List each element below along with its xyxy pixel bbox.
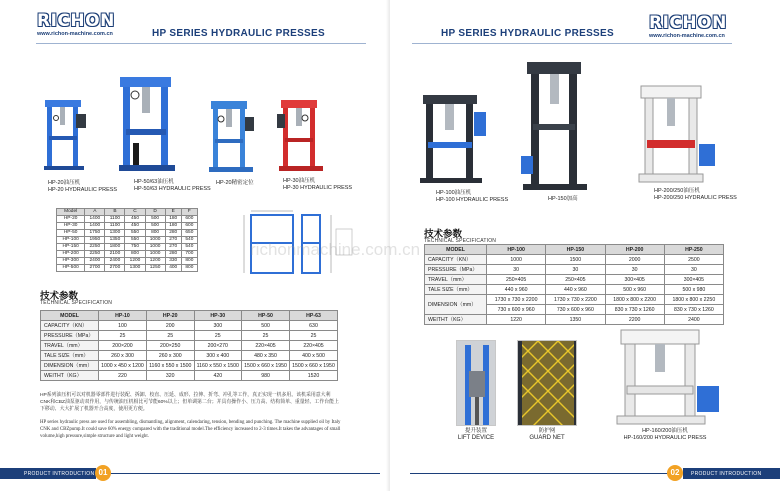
table-header: HP-20 bbox=[146, 311, 194, 321]
description-cn: HP系列油压机可以对机器零部件进行装配、拆卸、校直、压延、成形、拉伸、折弯、冲孔等工作，真正实现一机多用。该机采用意大利CNK和CBZ油泵驱动双作用，与传统油压机相比可节能60%以上；但单调第二台；并具有操作小、压力高、结构简单、重量轻、工作台能上下移动、大大扩展了机器开合高度，使用更方便。 bbox=[40, 393, 339, 412]
table-header: HP-200 bbox=[605, 245, 664, 255]
table-row: CAPACITY（KN） 1000 1500 2000 2500 bbox=[425, 255, 724, 265]
table-header: HP-10 bbox=[99, 311, 147, 321]
table-row: HP-200 2250 2100 800 1000 280 700 bbox=[57, 251, 198, 258]
table-row: WEITHT（KG） 220 320 420 980 1520 bbox=[41, 371, 338, 381]
footer-bar bbox=[683, 468, 780, 479]
machine-image bbox=[418, 92, 488, 184]
table-row: PRESSURE（MPa） 30 30 30 30 bbox=[425, 265, 724, 275]
page-number: 02 bbox=[667, 465, 683, 481]
table-header: MODEL bbox=[425, 245, 487, 255]
table-header: HP-30 bbox=[194, 311, 242, 321]
page-title: HP SERIES HYDRAULIC PRESSES bbox=[152, 28, 325, 39]
table-header-row bbox=[41, 311, 338, 321]
header-divider bbox=[36, 43, 366, 44]
header-divider bbox=[412, 43, 732, 44]
page-title: HP SERIES HYDRAULIC PRESSES bbox=[441, 28, 614, 39]
table-row: PRESSURE（MPa） 25 25 25 25 25 bbox=[41, 331, 338, 341]
page-number: 01 bbox=[95, 465, 111, 481]
machine-image bbox=[117, 73, 177, 173]
footer-label: PRODUCT INTRODUCTION bbox=[24, 471, 95, 477]
table-header-row bbox=[57, 209, 198, 216]
table-header: E bbox=[165, 209, 181, 216]
accessory-caption: 防护网 GUARD NET bbox=[529, 428, 565, 441]
product-caption: HP-30油压机 HP-30 HYDRAULIC PRESS bbox=[283, 178, 353, 191]
machine-image bbox=[277, 96, 325, 172]
table-row: HP-20 1400 1100 450 500 180 600 bbox=[57, 216, 198, 223]
machine-image bbox=[613, 328, 723, 426]
accessory-photo bbox=[517, 340, 577, 426]
section-subtitle: TECHNICAL SPECIFICATION bbox=[40, 300, 113, 306]
machine-image bbox=[637, 84, 717, 184]
table-header: HP-50 bbox=[242, 311, 290, 321]
table-row: TALE SIZE（mm） 260 x 300 260 x 300 300 x 400 480 x 350 400 x 500 bbox=[41, 351, 338, 361]
table-row: WEITHT（KG） 1220 1350 2200 2400 bbox=[425, 315, 724, 325]
table-row: TRAVEL（mm） 250×405 250×405 300×405 300×405 bbox=[425, 275, 724, 285]
product-caption: HP-20油压机 HP-20 HYDRAULIC PRESS bbox=[48, 180, 118, 193]
product-caption: HP-20精密定位 bbox=[216, 180, 254, 186]
product-caption: HP-160/200油压机 HP-160/200 HYDRAULIC PRESS bbox=[623, 428, 707, 441]
table-row: CAPACITY（KN） 100 200 300 500 630 bbox=[41, 321, 338, 331]
table-header: Model bbox=[57, 209, 85, 216]
brand-name: RICHON bbox=[37, 12, 125, 30]
table-row: HP-100 1950 1350 550 1000 270 540 bbox=[57, 237, 198, 244]
accessory-photo bbox=[456, 340, 496, 426]
table-header: F bbox=[181, 209, 197, 216]
footer-divider bbox=[410, 473, 668, 474]
section-title: 技术参数 bbox=[40, 291, 79, 302]
table-row: TALE SIZE（mm） 440 x 960 440 x 960 500 x 960 500 x 980 bbox=[425, 285, 724, 295]
spec-table bbox=[40, 310, 338, 381]
product-caption: HP-200/250油压机 HP-200/250 HYDRAULIC PRESS bbox=[654, 188, 737, 201]
table-header: MODEL bbox=[41, 311, 99, 321]
table-row: HP-150 2250 1800 750 1000 270 540 bbox=[57, 244, 198, 251]
table-header: HP-100 bbox=[487, 245, 546, 255]
machine-image bbox=[207, 97, 255, 173]
table-header: HP-150 bbox=[546, 245, 605, 255]
dimension-table bbox=[56, 208, 198, 272]
table-header: D bbox=[145, 209, 165, 216]
table-row: DIMENSION（mm） 1000 x 450 x 1200 1160 x 550 x 1500 1160 x 550 x 1500 1500 x 660 x 1950 1500 x 660 x 1950 bbox=[41, 361, 338, 371]
table-row: 730 x 600 x 960 730 x 600 x 960 830 x 730 x 1260 830 x 730 x 1260 bbox=[425, 305, 724, 315]
product-caption: HP-150加高 bbox=[548, 196, 578, 202]
table-row: DIMENSION（mm） 1730 x 730 x 2200 1730 x 730 x 2200 1800 x 800 x 2200 1800 x 800 x 2250 bbox=[425, 295, 724, 305]
table-row: HP-500 2700 2700 1300 1250 400 800 bbox=[57, 265, 198, 272]
table-row: HP-30 1400 1100 450 500 180 600 bbox=[57, 223, 198, 230]
watermark: richonmachine.com.cn bbox=[250, 240, 421, 259]
table-header: HP-63 bbox=[290, 311, 338, 321]
section-subtitle: TECHNICAL SPECIFICATION bbox=[424, 238, 497, 244]
footer-bar bbox=[0, 468, 96, 479]
table-row: TRAVEL（mm） 200×200 200×250 200×270 220×405 220×405 bbox=[41, 341, 338, 351]
table-row: HP-50 1750 1300 550 800 280 650 bbox=[57, 230, 198, 237]
table-row: HP-300 2400 2400 1200 1200 330 800 bbox=[57, 258, 198, 265]
footer-divider bbox=[96, 473, 380, 474]
section-title: 技术参数 bbox=[424, 229, 463, 240]
table-header: A bbox=[85, 209, 105, 216]
description-en: HP series hydraulic press are used for assembling, dismantling, alignment, calendaring, tension, bending and punching. The machine supplied oil by Italy CNK and CBZpump.It could save 60% energy compared with the traditional model.The efficiency increased to 2-3 times.It takes the advantages of small volume,high pressure,simple structure and light weight. bbox=[40, 420, 341, 439]
table-header-row bbox=[425, 245, 724, 255]
brand-name: RICHON bbox=[649, 14, 737, 32]
machine-image bbox=[521, 60, 591, 192]
footer-label: PRODUCT INTRODUCTION bbox=[691, 471, 762, 477]
machine-image bbox=[43, 92, 87, 172]
spec-table bbox=[424, 244, 724, 325]
product-caption: HP-100油压机 HP-100 HYDRAULIC PRESS bbox=[436, 190, 509, 203]
brand-url: www.richon-machine.com.cn bbox=[649, 33, 725, 39]
accessory-caption: 提升装置 LIFT DEVICE bbox=[457, 428, 495, 441]
table-header: HP-250 bbox=[664, 245, 723, 255]
brand-logo[interactable] bbox=[37, 12, 125, 37]
table-header: C bbox=[125, 209, 145, 216]
brand-url: www.richon-machine.com.cn bbox=[37, 31, 113, 37]
brand-logo[interactable] bbox=[649, 14, 737, 39]
table-header: B bbox=[105, 209, 125, 216]
product-caption: HP-50/63油压机 HP-50/63 HYDRAULIC PRESS bbox=[134, 179, 211, 192]
